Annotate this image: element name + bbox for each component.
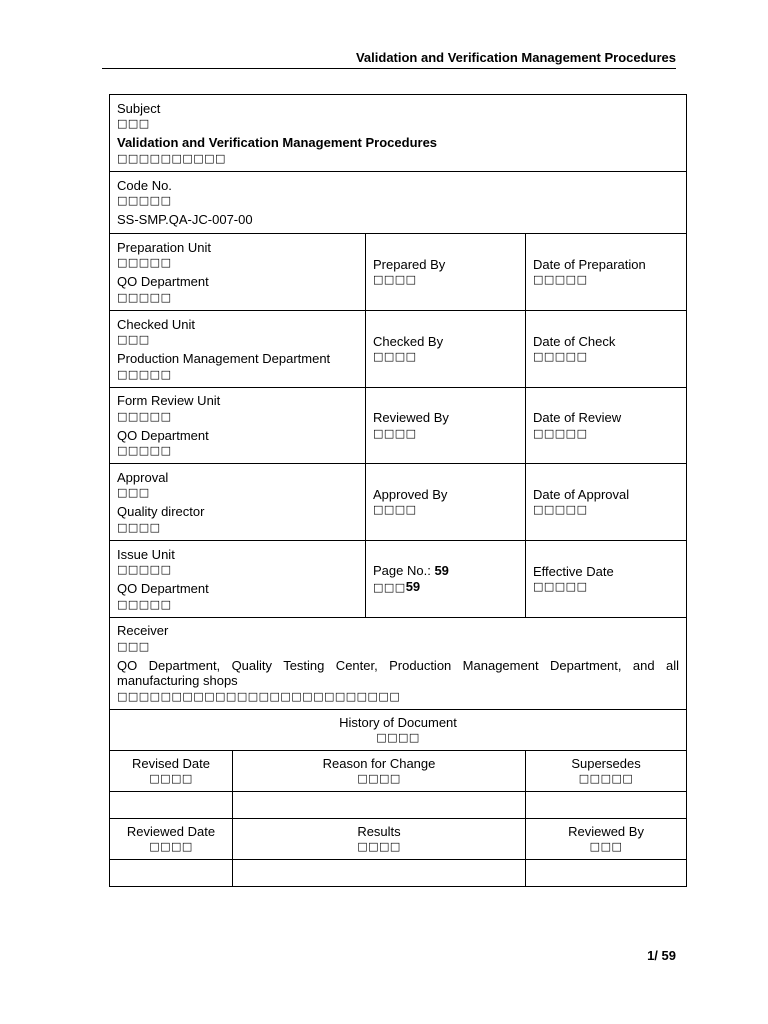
revision-empty-row (110, 792, 687, 819)
checked-unit-label-cn: □□□ (117, 333, 150, 346)
approval-date-label: Date of Approval (533, 486, 630, 502)
receiver-value-cn: □□□□□□□□□□□□□□□□□□□□□□□□□□ (117, 689, 401, 703)
approval-date-label-cn: □□□□□ (533, 503, 588, 517)
approval-row (110, 464, 687, 541)
revision-header-row (110, 751, 687, 792)
history-reviewed-by-label: Reviewed By (568, 823, 644, 839)
receiver-label: Receiver (117, 623, 169, 639)
supersedes-header (526, 751, 687, 792)
prepared-by-label: Prepared By (373, 256, 446, 272)
receiver-row (110, 618, 687, 710)
effective-date-label: Effective Date (533, 563, 614, 579)
approval-value-cn: □□□□ (117, 520, 161, 534)
page-number-label-text: Page No.: (373, 563, 435, 579)
history-reviewed-by-header (526, 819, 687, 860)
code-label-cn: □□□□□ (117, 194, 172, 207)
approval-label: Approval (117, 469, 169, 485)
receiver-cell (110, 618, 687, 710)
results-header (233, 819, 526, 860)
issue-unit-value: QO Department (117, 581, 209, 596)
preparation-date-cell (526, 234, 687, 311)
review-row (110, 388, 687, 464)
review-empty-cell (110, 860, 233, 887)
checked-by-label: Checked By (373, 333, 444, 349)
issue-unit-value-cn: □□□□□ (117, 597, 172, 611)
review-date-cell (526, 388, 687, 464)
code-cell (110, 172, 687, 234)
review-unit-cell (110, 388, 366, 464)
reason-header (233, 751, 526, 792)
code-row (110, 172, 687, 234)
code-label: Code No. (117, 177, 172, 193)
revised-date-label: Revised Date (131, 755, 211, 771)
prepared-by-cell (366, 234, 526, 311)
approval-value: Quality director (117, 504, 205, 519)
preparation-unit-cell (110, 234, 366, 311)
review-header-row (110, 819, 687, 860)
history-title-row (110, 710, 687, 751)
approved-by-label-cn: □□□□ (373, 503, 417, 517)
review-unit-value-cn: □□□□□ (117, 444, 172, 457)
check-date-label: Date of Check (533, 333, 616, 349)
review-unit-label: Form Review Unit (117, 393, 221, 408)
reviewed-date-header (110, 819, 233, 860)
checked-by-cell (366, 311, 526, 388)
subject-label-cn: □□□ (117, 117, 150, 130)
checked-unit-cell (110, 311, 366, 388)
results-label-cn: □□□□ (357, 840, 401, 854)
review-empty-cell (233, 860, 526, 887)
revision-empty-cell (110, 792, 233, 819)
review-empty-row (110, 860, 687, 887)
history-title-cell (110, 710, 687, 751)
reviewed-by-label: Reviewed By (373, 410, 449, 426)
approval-date-cell (526, 464, 687, 541)
page-number-label-cn (373, 579, 518, 595)
page-footer-number: 1/ 59 (647, 948, 676, 963)
preparation-unit-label: Preparation Unit (117, 239, 211, 255)
reviewed-by-cell (366, 388, 526, 464)
checked-unit-label: Checked Unit (117, 316, 196, 332)
preparation-date-label: Date of Preparation (533, 256, 646, 272)
approval-label-cn: □□□ (117, 486, 150, 499)
page-number-value: 59 (434, 563, 449, 579)
reviewed-by-label-cn: □□□□ (373, 426, 417, 440)
effective-date-cell (526, 541, 687, 618)
page-header (102, 50, 676, 69)
preparation-row (110, 234, 687, 311)
preparation-unit-value-cn: □□□□□ (117, 290, 172, 304)
approved-by-cell (366, 464, 526, 541)
revision-empty-cell (233, 792, 526, 819)
issue-row (110, 541, 687, 618)
review-date-label-cn: □□□□□ (533, 426, 588, 440)
subject-label: Subject (117, 100, 161, 116)
preparation-unit-value: QO Department (117, 274, 209, 289)
subject-value: Validation and Verification Management Procedures (117, 135, 438, 150)
revised-date-header (110, 751, 233, 792)
checked-unit-value: Production Management Department (117, 351, 331, 366)
code-value: SS-SMP.QA-JC-007-00 (117, 212, 253, 227)
page-number-value-cn: 59 (405, 578, 421, 594)
history-title: History of Document (339, 714, 457, 730)
preparation-unit-label-cn: □□□□□ (117, 256, 172, 269)
review-unit-value: QO Department (117, 427, 209, 443)
checked-row (110, 311, 687, 388)
subject-cell (110, 95, 687, 172)
receiver-value: QO Department, Quality Testing Center, Production Management Department, and all manufacturing shops (117, 657, 680, 689)
reviewed-date-label: Reviewed Date (126, 823, 216, 839)
supersedes-label: Supersedes (571, 755, 641, 771)
results-label: Results (357, 823, 401, 839)
subject-row (110, 95, 687, 172)
history-reviewed-by-label-cn: □□□ (589, 840, 623, 854)
supersedes-label-cn: □□□□□ (578, 772, 634, 786)
reason-label: Reason for Change (322, 755, 436, 771)
approval-cell (110, 464, 366, 541)
issue-unit-label-cn: □□□□□ (117, 563, 172, 576)
checked-unit-value-cn: □□□□□ (117, 367, 172, 381)
check-date-cell (526, 311, 687, 388)
page-number-cell (366, 541, 526, 618)
reviewed-date-label-cn: □□□□ (149, 840, 193, 854)
subject-value-cn: □□□□□□□□□□ (117, 151, 226, 165)
page-number-label (373, 563, 518, 579)
prepared-by-label-cn: □□□□ (373, 273, 417, 287)
effective-date-label-cn: □□□□□ (533, 580, 588, 594)
reason-label-cn: □□□□ (357, 772, 401, 786)
approved-by-label: Approved By (373, 486, 448, 502)
preparation-date-label-cn: □□□□□ (533, 273, 588, 287)
receiver-label-cn: □□□ (117, 639, 150, 653)
review-empty-cell (526, 860, 687, 887)
checked-by-label-cn: □□□□ (373, 350, 417, 364)
review-date-label: Date of Review (533, 410, 622, 426)
issue-unit-label: Issue Unit (117, 546, 175, 562)
issue-unit-cell (110, 541, 366, 618)
check-date-label-cn: □□□□□ (533, 350, 588, 364)
revision-empty-cell (526, 792, 687, 819)
document-control-table (109, 94, 687, 887)
revised-date-label-cn: □□□□ (149, 772, 193, 786)
page-number-label-cn-text: □□□ (373, 580, 406, 594)
review-unit-label-cn: □□□□□ (117, 409, 172, 423)
history-title-cn: □□□□ (376, 731, 420, 745)
header-title: Validation and Verification Management Procedures (355, 50, 676, 65)
